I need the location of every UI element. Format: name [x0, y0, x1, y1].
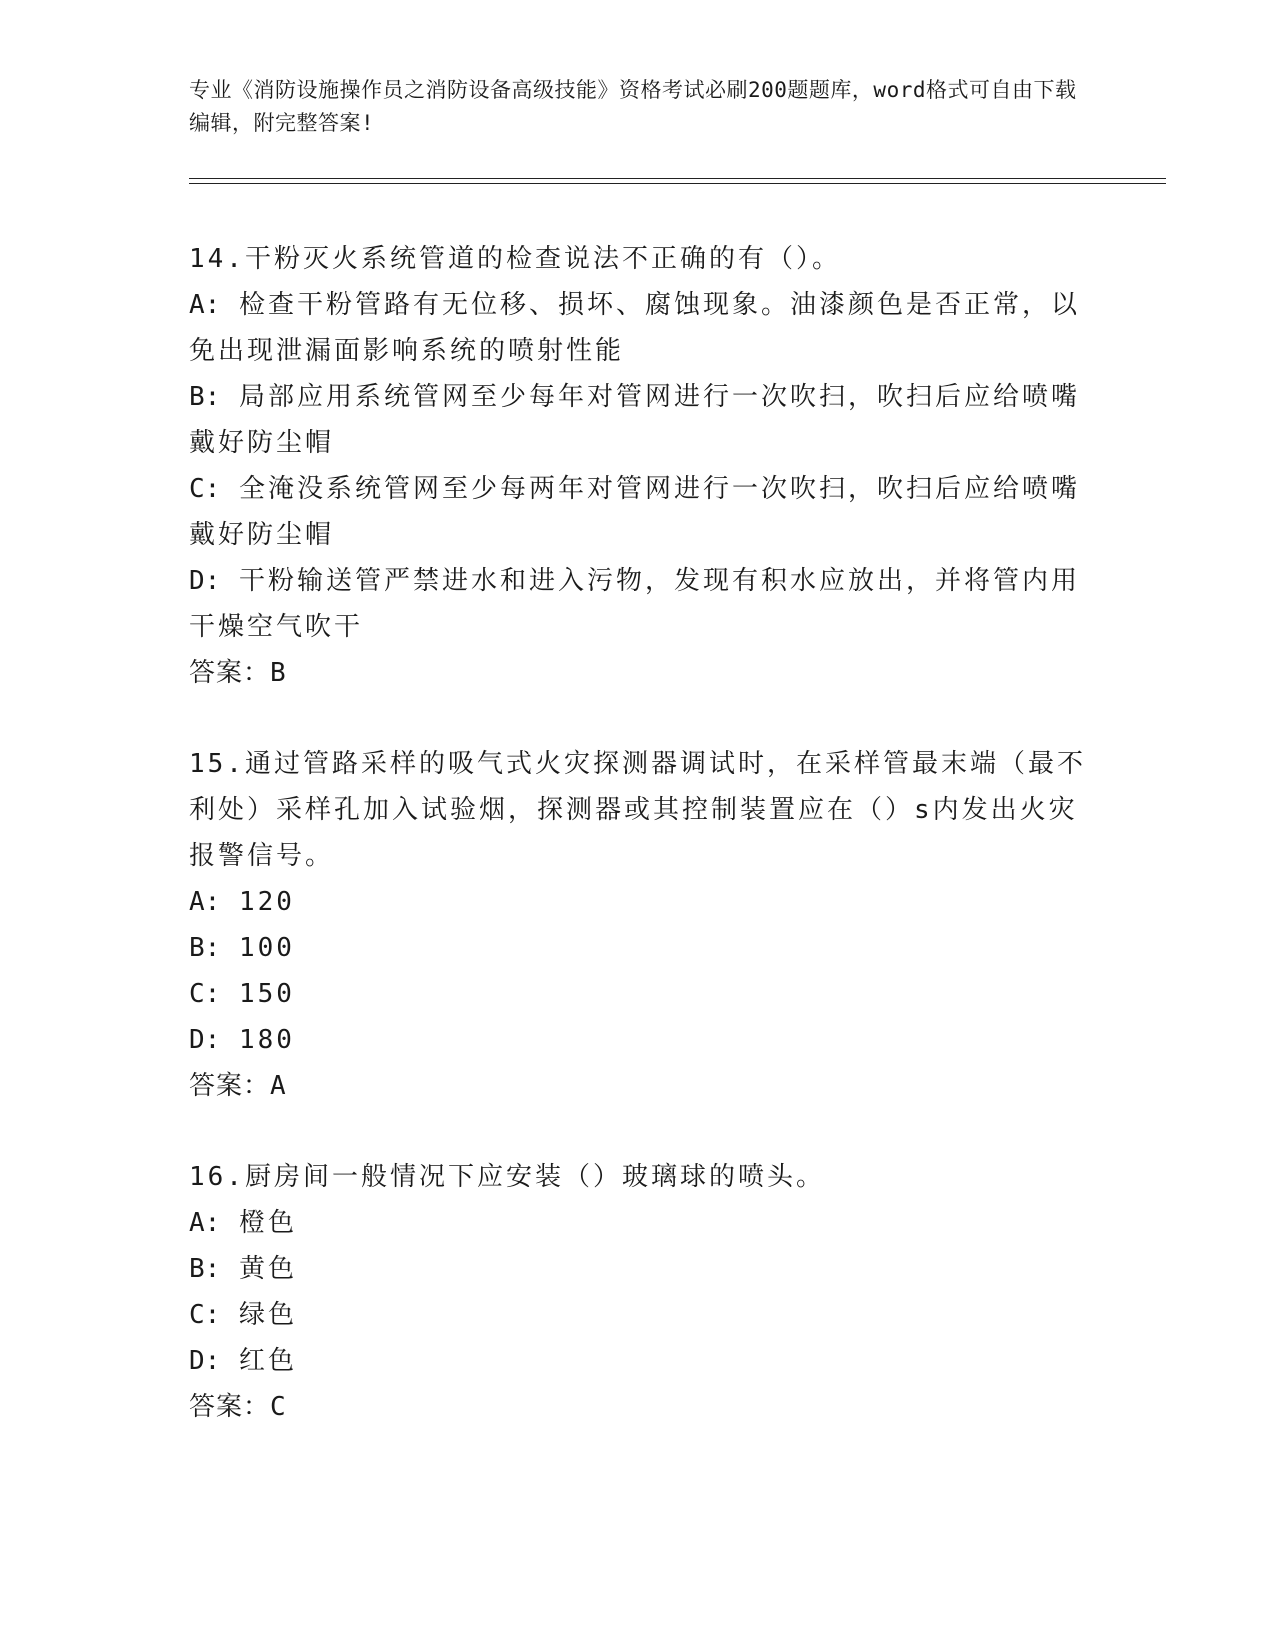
header-divider-top: [189, 178, 1166, 179]
option-c: [189, 466, 1089, 558]
answer-text: 答案：B: [189, 658, 287, 688]
option-label: A:: [189, 290, 221, 320]
option-d: [189, 1338, 1089, 1384]
option-label: A:: [189, 1208, 221, 1238]
option-text: 绿色: [238, 1300, 297, 1330]
option-text: 100: [238, 933, 295, 963]
option-text: 红色: [238, 1346, 297, 1376]
option-d: [189, 1017, 1089, 1063]
option-text: 检查干粉管路有无位移、损坏、腐蚀现象。油漆颜色是否正常，以免出现泄漏面影响系统的喷射性能: [189, 290, 1080, 366]
question-list: [189, 236, 1089, 1475]
option-a: [189, 879, 1089, 925]
option-label: B:: [189, 1254, 221, 1284]
answer-text: 答案：C: [189, 1392, 287, 1422]
option-text: 全淹没系统管网至少每两年对管网进行一次吹扫，吹扫后应给喷嘴戴好防尘帽: [189, 474, 1080, 550]
option-d: [189, 558, 1089, 650]
answer-text: 答案：A: [189, 1071, 287, 1101]
header-divider-bottom: [189, 183, 1166, 184]
question-stem: 15.通过管路采样的吸气式火灾探测器调试时，在采样管最末端（最不利处）采样孔加入试验烟，探测器或其控制装置应在（）s内发出火灾报警信号。: [189, 749, 1086, 871]
question-stem: 16.厨房间一般情况下应安装（）玻璃球的喷头。: [189, 1162, 825, 1192]
question-15: [189, 741, 1089, 1109]
option-label: C:: [189, 979, 221, 1009]
option-label: B:: [189, 382, 221, 412]
option-label: C:: [189, 1300, 221, 1330]
option-label: D:: [189, 1025, 221, 1055]
option-text: 黄色: [238, 1254, 297, 1284]
option-label: C:: [189, 474, 221, 504]
option-c: [189, 971, 1089, 1017]
option-text: 橙色: [238, 1208, 297, 1238]
option-c: [189, 1292, 1089, 1338]
option-text: 120: [238, 887, 295, 917]
option-text: 干粉输送管严禁进水和进入污物，发现有积水应放出，并将管内用干燥空气吹干: [189, 566, 1080, 642]
option-label: D:: [189, 1346, 221, 1376]
option-b: [189, 925, 1089, 971]
question-16: [189, 1154, 1089, 1430]
option-text: 150: [238, 979, 295, 1009]
document-header: 专业《消防设施操作员之消防设备高级技能》资格考试必刷200题题库，word格式可自由下载编辑，附完整答案!: [189, 78, 1077, 135]
question-stem: 14.干粉灭火系统管道的检查说法不正确的有（）。: [189, 244, 841, 274]
option-text: 局部应用系统管网至少每年对管网进行一次吹扫，吹扫后应给喷嘴戴好防尘帽: [189, 382, 1080, 458]
option-label: D:: [189, 566, 221, 596]
option-b: [189, 1246, 1089, 1292]
option-text: 180: [238, 1025, 295, 1055]
question-14: [189, 236, 1089, 696]
option-a: [189, 282, 1089, 374]
option-b: [189, 374, 1089, 466]
option-label: B:: [189, 933, 221, 963]
option-label: A:: [189, 887, 221, 917]
option-a: [189, 1200, 1089, 1246]
